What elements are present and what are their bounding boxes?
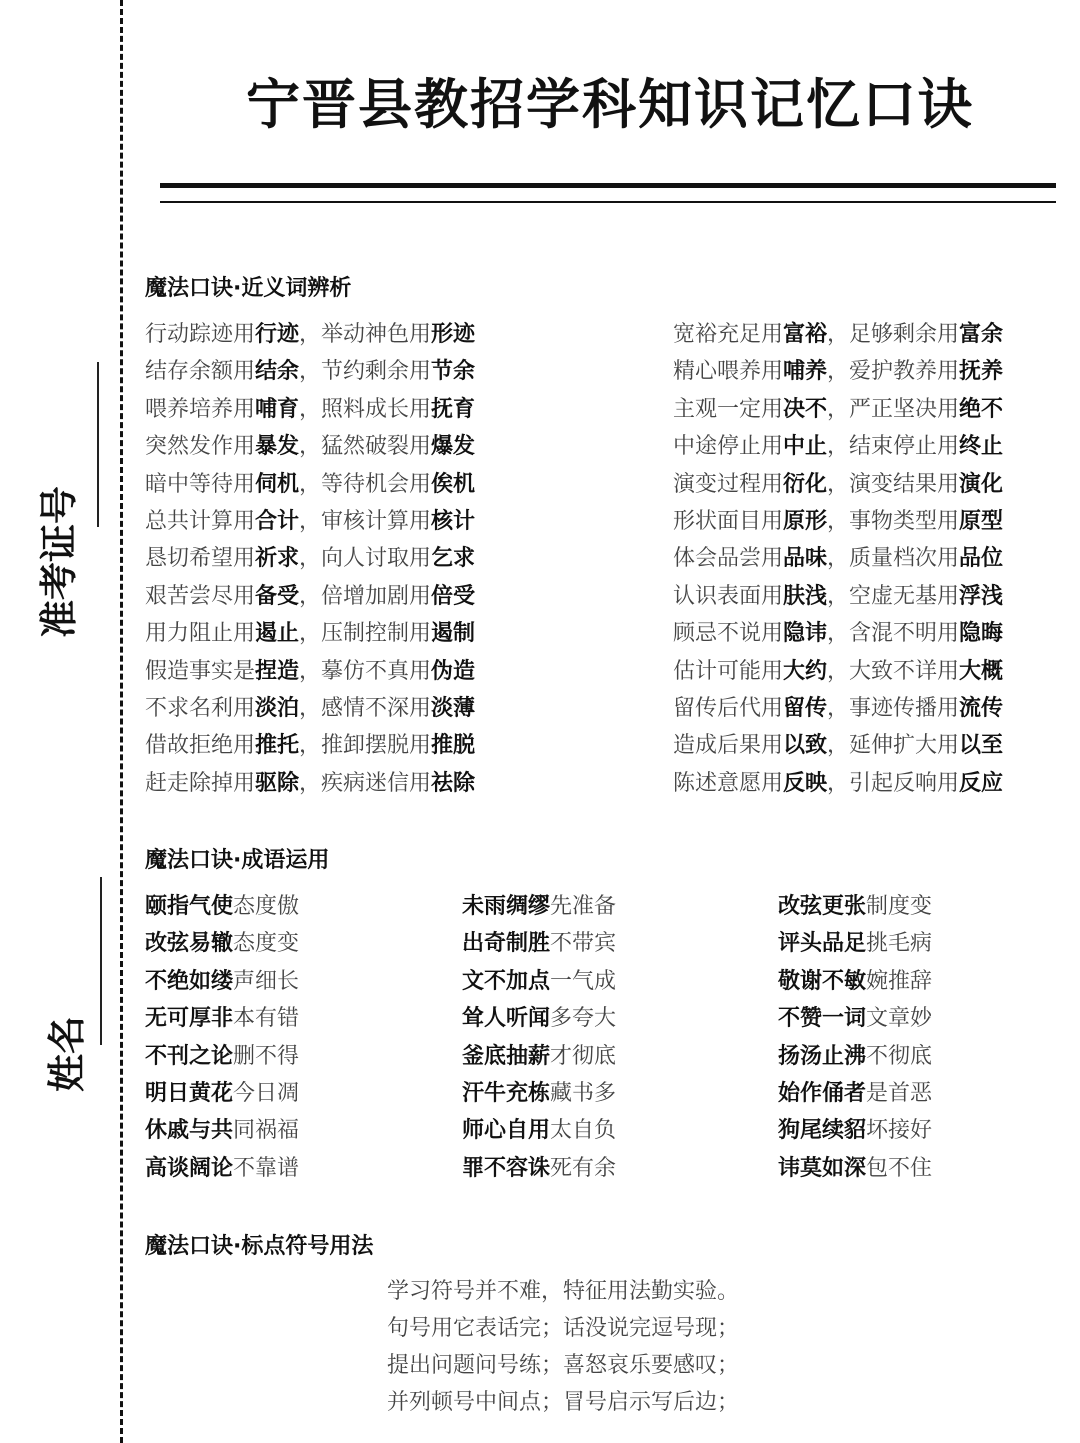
synonym-row bbox=[145, 391, 475, 428]
idiom-word: 改弦更张 bbox=[778, 894, 867, 919]
idiom-word: 休戚与共 bbox=[145, 1118, 234, 1144]
synonym-context: ，倍增加剧用 bbox=[299, 583, 432, 609]
synonym-word: 浮浅 bbox=[959, 583, 1004, 609]
synonym-row bbox=[673, 727, 1003, 764]
synonym-word: 原型 bbox=[959, 508, 1004, 534]
idiom-row bbox=[462, 888, 616, 925]
synonym-context: ，延伸扩大用 bbox=[827, 733, 960, 759]
synonym-context: ，空虚无基用 bbox=[827, 583, 960, 609]
synonym-word: 倍受 bbox=[431, 583, 476, 609]
synonym-context: 精心喂养用 bbox=[673, 359, 784, 385]
synonym-row bbox=[145, 540, 475, 577]
synonym-context: ，审核计算用 bbox=[299, 508, 432, 534]
idiom-word: 扬汤止沸 bbox=[778, 1043, 867, 1069]
synonym-context: 演变过程用 bbox=[673, 471, 784, 497]
synonym-context: ，事物类型用 bbox=[827, 508, 960, 534]
synonym-word: 品味 bbox=[783, 546, 828, 572]
synonym-row bbox=[145, 316, 475, 353]
synonym-context: ，节约剩余用 bbox=[299, 359, 432, 385]
idiom-word: 耸人听闻 bbox=[462, 1006, 551, 1032]
synonym-row bbox=[673, 653, 1003, 690]
synonym-word: 节余 bbox=[431, 359, 476, 385]
idiom-row bbox=[778, 888, 932, 925]
synonym-row bbox=[145, 353, 475, 390]
idiom-word: 文不加点 bbox=[462, 968, 551, 994]
punctuation-line: 句号用它表话完；话没说完逗号现； bbox=[387, 1316, 740, 1341]
idiom-row bbox=[462, 1150, 616, 1187]
synonym-context: ，向人讨取用 bbox=[299, 546, 432, 572]
idiom-row bbox=[462, 1075, 616, 1112]
synonym-row bbox=[673, 690, 1003, 727]
synonym-word: 演化 bbox=[959, 471, 1004, 497]
synonym-context: ，事迹传播用 bbox=[827, 695, 960, 721]
idiom-meaning: 不靠谱 bbox=[233, 1155, 300, 1181]
idiom-row bbox=[462, 1112, 616, 1149]
synonym-context: 喂养培养用 bbox=[145, 396, 256, 422]
idiom-meaning: 不带宾 bbox=[550, 931, 617, 957]
synonym-row bbox=[673, 540, 1003, 577]
synonym-row bbox=[145, 503, 475, 540]
synonym-word: 决不 bbox=[783, 396, 828, 422]
idiom-meaning: 态度变 bbox=[233, 931, 300, 957]
exam-number-blank-line bbox=[97, 362, 99, 527]
synonym-row bbox=[145, 690, 475, 727]
synonym-word: 中止 bbox=[783, 434, 828, 460]
synonym-context: 总共计算用 bbox=[145, 508, 256, 534]
synonym-row bbox=[673, 503, 1003, 540]
idiom-row bbox=[778, 963, 932, 1000]
synonym-word: 伺机 bbox=[255, 471, 300, 497]
synonym-row bbox=[673, 765, 1003, 802]
synonym-context: 中途停止用 bbox=[673, 434, 784, 460]
punctuation-heading: 魔法口诀·标点符号用法 bbox=[145, 1234, 374, 1259]
idiom-row bbox=[145, 1075, 299, 1112]
idiom-word: 改弦易辙 bbox=[145, 931, 234, 957]
synonym-context: ，大致不详用 bbox=[827, 658, 960, 684]
synonym-word: 反应 bbox=[959, 770, 1004, 796]
title-rule-thin bbox=[160, 201, 1056, 203]
synonym-row bbox=[145, 615, 475, 652]
synonym-context: 用力阻止用 bbox=[145, 621, 256, 647]
synonym-row bbox=[673, 466, 1003, 503]
idiom-meaning: 同祸福 bbox=[233, 1118, 300, 1144]
idiom-meaning: 死有余 bbox=[550, 1155, 617, 1181]
synonym-word: 原形 bbox=[783, 508, 828, 534]
punctuation-line: 学习符号并不难，特征用法勤实验。 bbox=[387, 1279, 740, 1304]
idiom-meaning: 制度变 bbox=[866, 894, 933, 919]
idioms-heading: 魔法口诀·成语运用 bbox=[145, 848, 330, 873]
synonym-context: ，演变结果用 bbox=[827, 471, 960, 497]
idiom-row bbox=[145, 888, 299, 925]
synonym-word: 隐讳 bbox=[783, 621, 828, 647]
idiom-meaning: 坏接好 bbox=[866, 1118, 933, 1144]
idiom-meaning: 今日凋 bbox=[233, 1080, 300, 1106]
synonym-context: 留传后代用 bbox=[673, 695, 784, 721]
synonym-word: 留传 bbox=[783, 695, 828, 721]
idiom-word: 敬谢不敏 bbox=[778, 968, 867, 994]
synonym-context: 宽裕充足用 bbox=[673, 322, 784, 347]
synonym-word: 推脱 bbox=[431, 733, 476, 759]
idiom-word: 讳莫如深 bbox=[778, 1155, 867, 1181]
idiom-meaning: 才彻底 bbox=[550, 1043, 617, 1069]
title-rule-thick bbox=[160, 183, 1056, 188]
idiom-row bbox=[778, 1000, 932, 1037]
synonym-context: 赶走除掉用 bbox=[145, 770, 256, 796]
idiom-word: 罪不容诛 bbox=[462, 1155, 551, 1181]
synonym-word: 品位 bbox=[959, 546, 1004, 572]
synonym-word: 淡泊 bbox=[255, 695, 300, 721]
idiom-meaning: 是首恶 bbox=[866, 1080, 933, 1106]
synonym-word: 富余 bbox=[959, 322, 1004, 347]
idiom-word: 评头品足 bbox=[778, 931, 867, 957]
synonym-context: 暗中等待用 bbox=[145, 471, 256, 497]
idiom-word: 狗尾续貂 bbox=[778, 1118, 867, 1144]
synonym-word: 备受 bbox=[255, 583, 300, 609]
idiom-word: 不刊之论 bbox=[145, 1043, 234, 1069]
synonym-word: 终止 bbox=[959, 434, 1004, 460]
synonym-word: 以至 bbox=[959, 733, 1004, 759]
idiom-row bbox=[145, 1150, 299, 1187]
synonym-context: 结存余额用 bbox=[145, 359, 256, 385]
synonym-word: 哺育 bbox=[255, 396, 300, 422]
synonym-word: 结余 bbox=[255, 359, 300, 385]
synonym-context: 假造事实是 bbox=[145, 658, 256, 684]
synonym-word: 以致 bbox=[783, 733, 828, 759]
synonym-word: 衍化 bbox=[783, 471, 828, 497]
synonym-context: ，含混不明用 bbox=[827, 621, 960, 647]
synonym-context: 陈述意愿用 bbox=[673, 770, 784, 796]
synonym-word: 祛除 bbox=[431, 770, 476, 796]
idiom-row bbox=[145, 1112, 299, 1149]
synonym-word: 推托 bbox=[255, 733, 300, 759]
idiom-meaning: 声细长 bbox=[233, 968, 300, 994]
idiom-row bbox=[778, 925, 932, 962]
exam-number-label: 准考证号 bbox=[37, 486, 81, 639]
synonym-context: ，摹仿不真用 bbox=[299, 658, 432, 684]
synonym-row bbox=[145, 578, 475, 615]
synonym-row bbox=[145, 466, 475, 503]
synonyms-right-column bbox=[673, 316, 1003, 802]
synonym-context: ，结束停止用 bbox=[827, 434, 960, 460]
idiom-meaning: 本有错 bbox=[233, 1006, 300, 1032]
synonym-context: ，足够剩余用 bbox=[827, 322, 960, 347]
idiom-row bbox=[462, 1000, 616, 1037]
synonym-word: 乞求 bbox=[431, 546, 476, 572]
idiom-row bbox=[462, 963, 616, 1000]
synonym-word: 抚养 bbox=[959, 359, 1004, 385]
synonym-context: 艰苦尝尽用 bbox=[145, 583, 256, 609]
synonym-word: 隐晦 bbox=[959, 621, 1004, 647]
binding-dashed-line bbox=[120, 0, 123, 1443]
idioms-column-3 bbox=[778, 888, 932, 1187]
punctuation-line: 并列顿号中间点；冒号启示写后边； bbox=[387, 1390, 740, 1415]
idiom-row bbox=[778, 1112, 932, 1149]
synonym-row bbox=[145, 727, 475, 764]
idiom-row bbox=[145, 963, 299, 1000]
synonym-context: ，等待机会用 bbox=[299, 471, 432, 497]
synonyms-heading: 魔法口诀·近义词辨析 bbox=[145, 276, 352, 301]
page-title: 宁晋县教招学科知识记忆口诀 bbox=[246, 73, 974, 136]
synonym-word: 绝不 bbox=[959, 396, 1004, 422]
synonym-row bbox=[145, 765, 475, 802]
idiom-word: 明日黄花 bbox=[145, 1080, 234, 1106]
idiom-meaning: 藏书多 bbox=[550, 1080, 617, 1106]
synonym-row bbox=[673, 353, 1003, 390]
idiom-meaning: 太自负 bbox=[550, 1118, 617, 1144]
synonym-row bbox=[145, 653, 475, 690]
synonym-word: 哺养 bbox=[783, 359, 828, 385]
punctuation-line: 提出问题问号练；喜怒哀乐要感叹； bbox=[387, 1353, 740, 1378]
synonym-word: 形迹 bbox=[431, 322, 476, 347]
punctuation-verse bbox=[387, 1273, 739, 1421]
synonym-word: 捏造 bbox=[255, 658, 300, 684]
synonym-context: 借故拒绝用 bbox=[145, 733, 256, 759]
idiom-meaning: 先准备 bbox=[550, 894, 617, 919]
synonym-context: ，推卸摆脱用 bbox=[299, 733, 432, 759]
synonym-context: 估计可能用 bbox=[673, 658, 784, 684]
idiom-row bbox=[462, 925, 616, 962]
idiom-word: 不绝如缕 bbox=[145, 968, 234, 994]
synonym-row bbox=[673, 428, 1003, 465]
synonym-context: 形状面目用 bbox=[673, 508, 784, 534]
idioms-column-2 bbox=[462, 888, 616, 1187]
synonym-word: 合计 bbox=[255, 508, 300, 534]
idiom-word: 师心自用 bbox=[462, 1118, 551, 1144]
idiom-row bbox=[778, 1150, 932, 1187]
synonym-word: 行迹 bbox=[255, 322, 300, 347]
idiom-word: 未雨绸缪 bbox=[462, 894, 551, 919]
idiom-row bbox=[145, 925, 299, 962]
synonym-context: ，引起反响用 bbox=[827, 770, 960, 796]
idiom-meaning: 态度傲 bbox=[233, 894, 300, 919]
synonym-context: ，质量档次用 bbox=[827, 546, 960, 572]
synonym-word: 伪造 bbox=[431, 658, 476, 684]
synonym-context: ，疾病迷信用 bbox=[299, 770, 432, 796]
synonym-row bbox=[673, 391, 1003, 428]
idiom-word: 出奇制胜 bbox=[462, 931, 551, 957]
synonym-word: 抚育 bbox=[431, 396, 476, 422]
name-blank-line bbox=[100, 877, 102, 1045]
idiom-word: 汗牛充栋 bbox=[462, 1080, 551, 1106]
synonym-word: 遏制 bbox=[431, 621, 476, 647]
idiom-word: 颐指气使 bbox=[145, 894, 234, 919]
synonym-context: 体会品尝用 bbox=[673, 546, 784, 572]
synonym-context: ，压制控制用 bbox=[299, 621, 432, 647]
idiom-word: 无可厚非 bbox=[145, 1006, 234, 1032]
idiom-meaning: 文章妙 bbox=[866, 1006, 933, 1032]
synonym-context: 行动踪迹用 bbox=[145, 322, 256, 347]
idiom-meaning: 婉推辞 bbox=[866, 968, 933, 994]
idiom-word: 不赞一词 bbox=[778, 1006, 867, 1032]
synonym-context: ，照料成长用 bbox=[299, 396, 432, 422]
synonym-word: 富裕 bbox=[783, 322, 828, 347]
synonym-word: 大约 bbox=[783, 658, 828, 684]
synonym-context: ，感情不深用 bbox=[299, 695, 432, 721]
idiom-row bbox=[145, 1000, 299, 1037]
synonym-word: 淡薄 bbox=[431, 695, 476, 721]
synonym-context: 顾忌不说用 bbox=[673, 621, 784, 647]
synonym-context: ，猛然破裂用 bbox=[299, 434, 432, 460]
synonym-context: 造成后果用 bbox=[673, 733, 784, 759]
idiom-meaning: 不彻底 bbox=[866, 1043, 933, 1069]
idiom-meaning: 挑毛病 bbox=[866, 931, 933, 957]
synonym-row bbox=[673, 615, 1003, 652]
synonym-word: 反映 bbox=[783, 770, 828, 796]
synonym-word: 驱除 bbox=[255, 770, 300, 796]
synonym-context: 恳切希望用 bbox=[145, 546, 256, 572]
synonym-row bbox=[145, 428, 475, 465]
idiom-row bbox=[145, 1038, 299, 1075]
idiom-word: 釜底抽薪 bbox=[462, 1043, 551, 1069]
idiom-meaning: 多夸大 bbox=[550, 1006, 617, 1032]
synonym-context: 认识表面用 bbox=[673, 583, 784, 609]
idiom-meaning: 一气成 bbox=[550, 968, 617, 994]
idiom-row bbox=[778, 1038, 932, 1075]
synonym-word: 祈求 bbox=[255, 546, 300, 572]
synonym-word: 遏止 bbox=[255, 621, 300, 647]
synonym-word: 肤浅 bbox=[783, 583, 828, 609]
synonym-word: 核计 bbox=[431, 508, 476, 534]
synonym-word: 流传 bbox=[959, 695, 1004, 721]
synonym-word: 爆发 bbox=[431, 434, 476, 460]
name-label: 姓名 bbox=[45, 1016, 89, 1093]
idiom-row bbox=[778, 1075, 932, 1112]
idiom-word: 高谈阔论 bbox=[145, 1155, 234, 1181]
idiom-meaning: 包不住 bbox=[866, 1155, 933, 1181]
synonym-context: ，举动神色用 bbox=[299, 322, 432, 347]
idiom-meaning: 删不得 bbox=[233, 1043, 300, 1069]
synonyms-left-column bbox=[145, 316, 475, 802]
synonym-word: 俟机 bbox=[431, 471, 476, 497]
synonym-context: 主观一定用 bbox=[673, 396, 784, 422]
synonym-word: 暴发 bbox=[255, 434, 300, 460]
synonym-row bbox=[673, 578, 1003, 615]
synonym-word: 大概 bbox=[959, 658, 1004, 684]
idiom-row bbox=[462, 1038, 616, 1075]
synonym-context: 不求名利用 bbox=[145, 695, 256, 721]
synonym-row bbox=[673, 316, 1003, 353]
synonym-context: 突然发作用 bbox=[145, 434, 256, 460]
idiom-word: 始作俑者 bbox=[778, 1080, 867, 1106]
idioms-column-1 bbox=[145, 888, 299, 1187]
synonym-context: ，爱护教养用 bbox=[827, 359, 960, 385]
synonym-context: ，严正坚决用 bbox=[827, 396, 960, 422]
